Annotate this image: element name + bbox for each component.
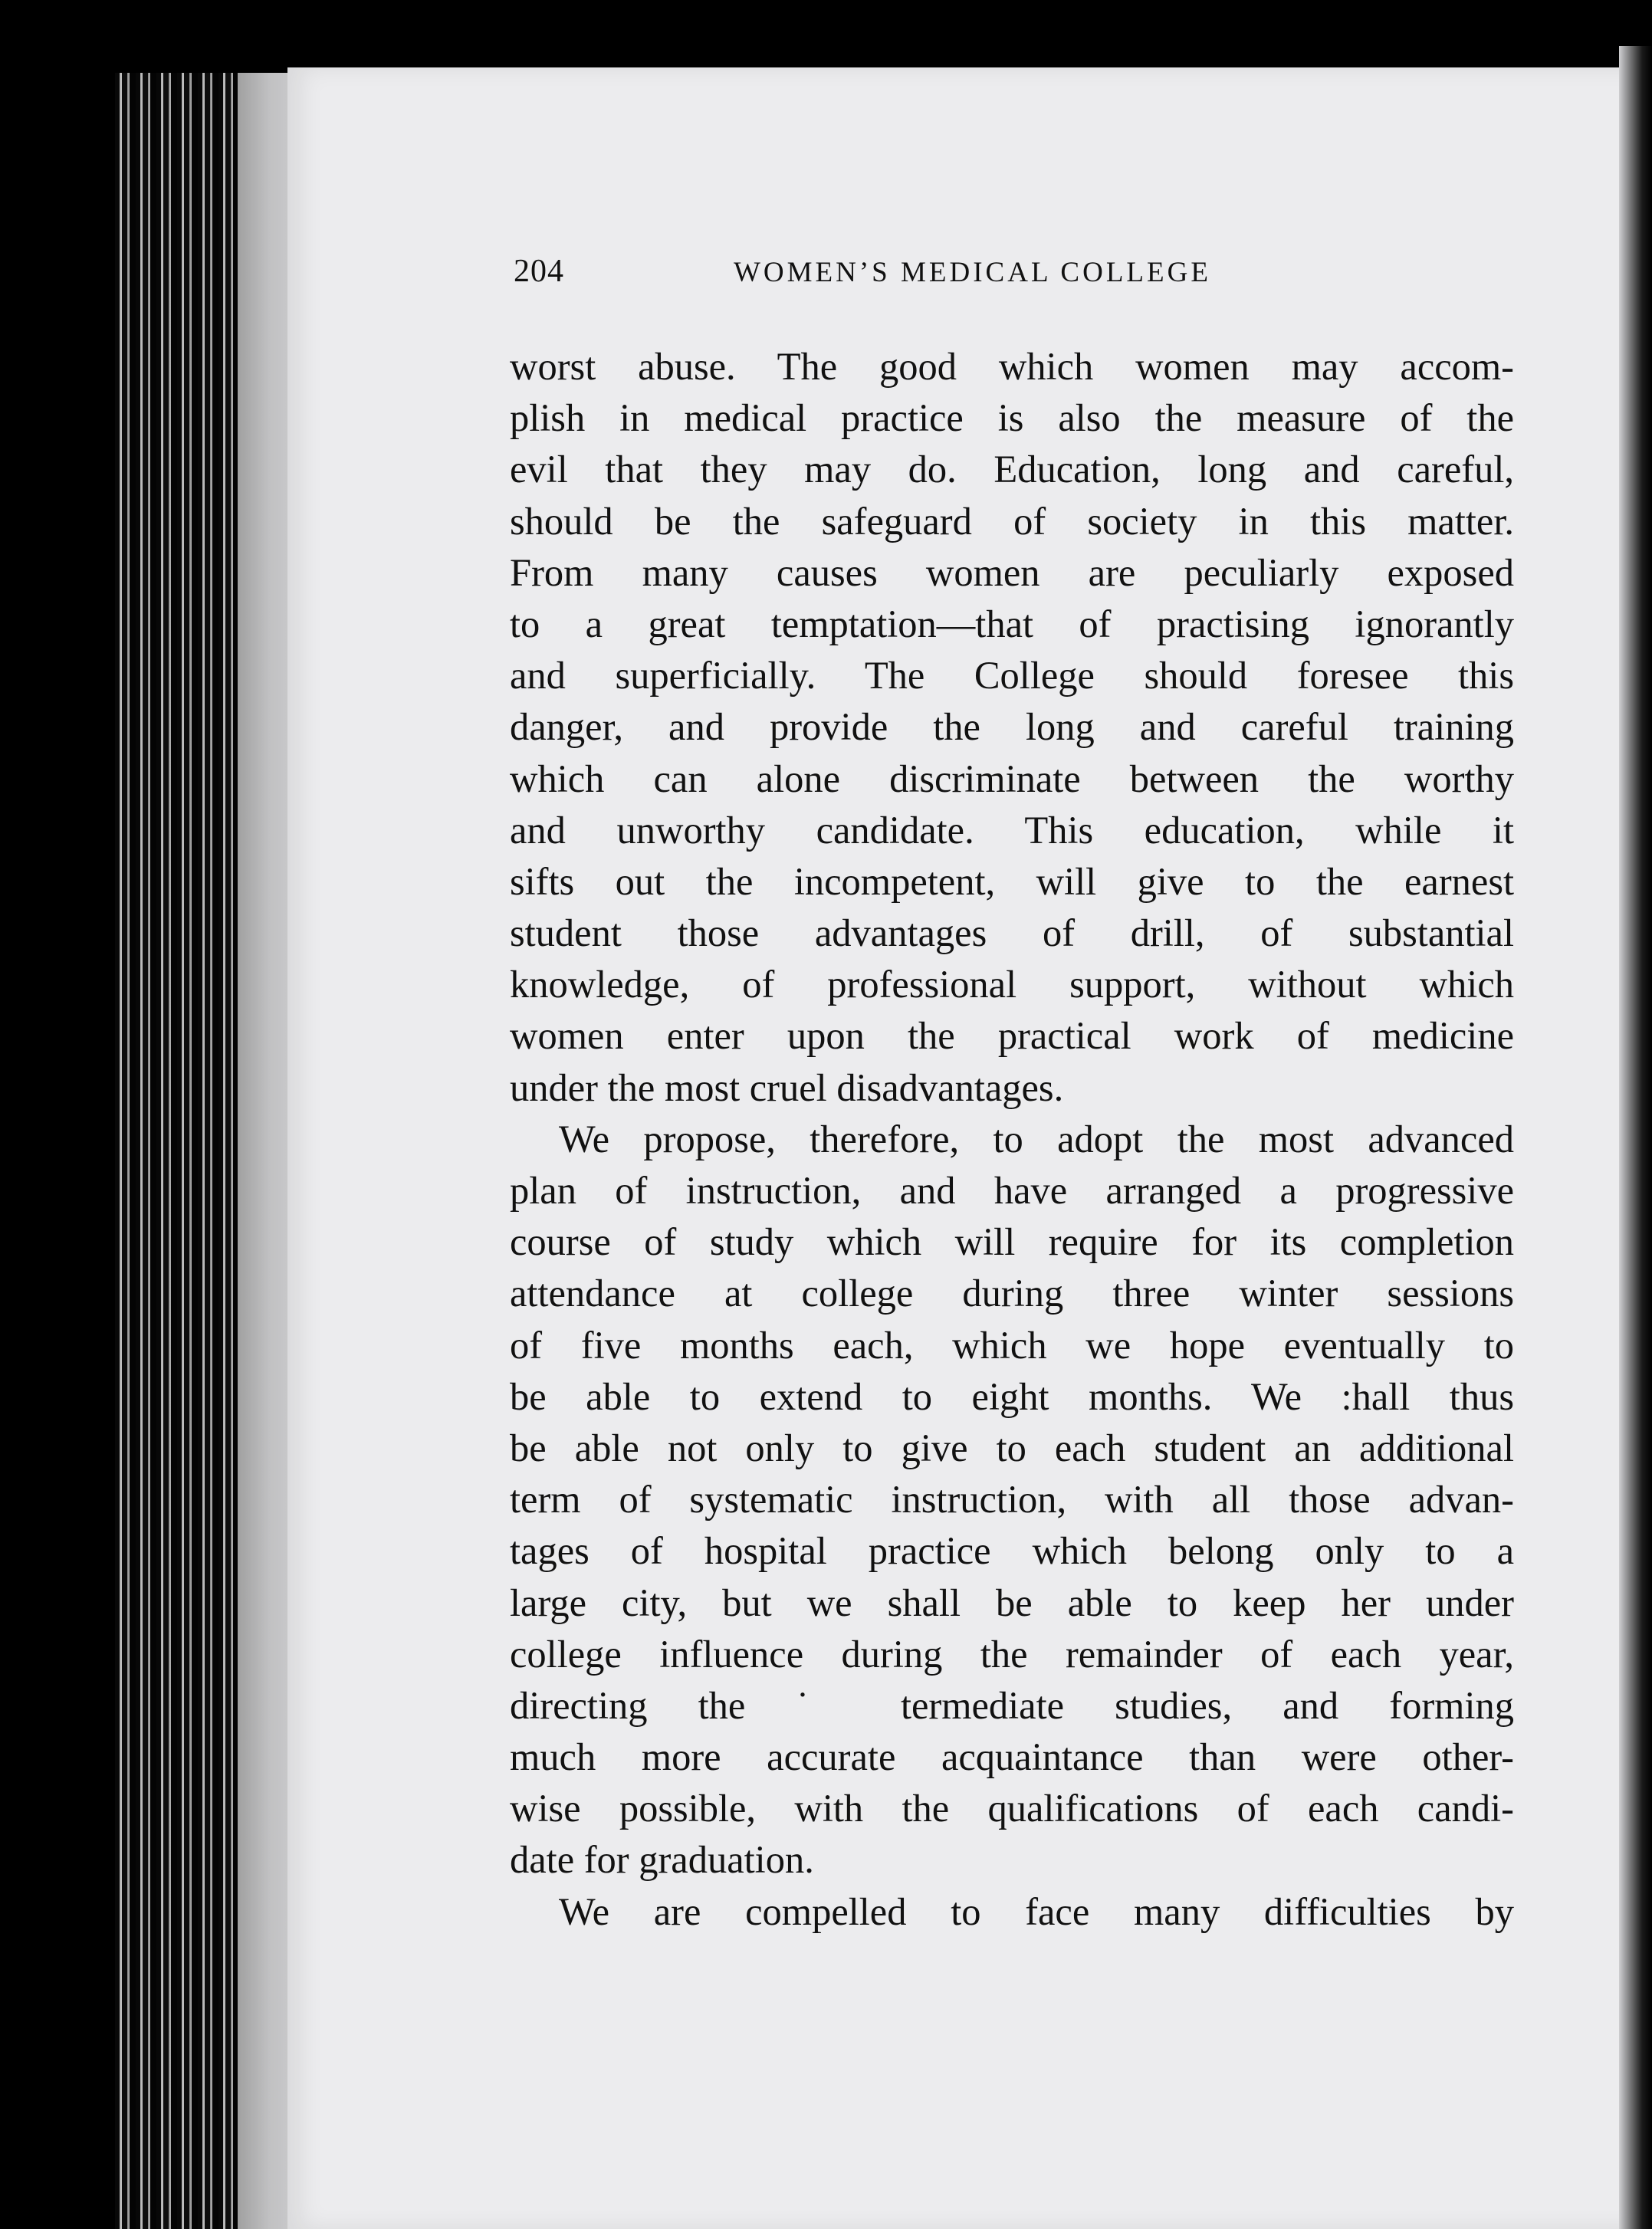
text-line: We are compelled to face many difficulties by [559, 1889, 1514, 1933]
text-line: directing the ˙ termediate studies, and forming [510, 1683, 1514, 1727]
text-line: be able not only to give to each student an additional [510, 1426, 1514, 1469]
text-line: attendance at college during three winter sessions [510, 1272, 1514, 1315]
text-line: be able to extend to eight months. We :hall thus [510, 1374, 1514, 1418]
text-line: date for graduation. [510, 1838, 814, 1882]
text-line: wise possible, with the qualifications of each candi- [510, 1787, 1514, 1830]
text-line: term of systematic instruction, with all those advan- [510, 1478, 1514, 1522]
running-head: WOMEN’S MEDICAL COLLEGE [734, 257, 1211, 288]
book-page-edges [115, 73, 291, 2229]
text-line: large city, but we shall be able to keep her under [510, 1581, 1514, 1624]
text-line: student those advantages of drill, of substantial [510, 911, 1514, 955]
text-line: plish in medical practice is also the measure of the [510, 396, 1514, 440]
page-header [514, 253, 1526, 307]
text-line: and unworthy candidate. This education, while it [510, 808, 1514, 852]
text-line: much more accurate acquaintance than were other- [510, 1735, 1514, 1779]
text-line: sifts out the incompetent, will give to the earnest [510, 859, 1514, 903]
text-line: and superficially. The College should foresee this [510, 654, 1514, 698]
text-line: tages of hospital practice which belong only to a [510, 1529, 1514, 1573]
text-line: to a great temptation—that of practising ignorantly [510, 602, 1514, 645]
text-line: which can alone discriminate between the worthy [510, 757, 1514, 800]
text-line: danger, and provide the long and careful training [510, 705, 1514, 749]
text-line: From many causes women are peculiarly exposed [510, 550, 1514, 594]
text-line: worst abuse. The good which women may accom- [510, 345, 1514, 388]
text-line: We propose, therefore, to adopt the most advanced [559, 1117, 1514, 1160]
text-line: should be the safeguard of society in this matter. [510, 499, 1514, 543]
body-text [510, 341, 1514, 1938]
text-line: college influence during the remainder of each year, [510, 1632, 1514, 1676]
text-line: knowledge, of professional support, without which [510, 963, 1514, 1006]
text-line: plan of instruction, and have arranged a progressive [510, 1169, 1514, 1212]
text-line: women enter upon the practical work of medicine [510, 1014, 1514, 1058]
text-line: of five months each, which we hope eventually to [510, 1323, 1514, 1367]
page-number: 204 [514, 254, 564, 289]
text-line: under the most cruel disadvantages. [510, 1065, 1064, 1109]
text-line: course of study which will require for its completion [510, 1220, 1514, 1264]
page-right-edge [1619, 46, 1652, 2229]
text-line: evil that they may do. Education, long and careful, [510, 448, 1514, 491]
